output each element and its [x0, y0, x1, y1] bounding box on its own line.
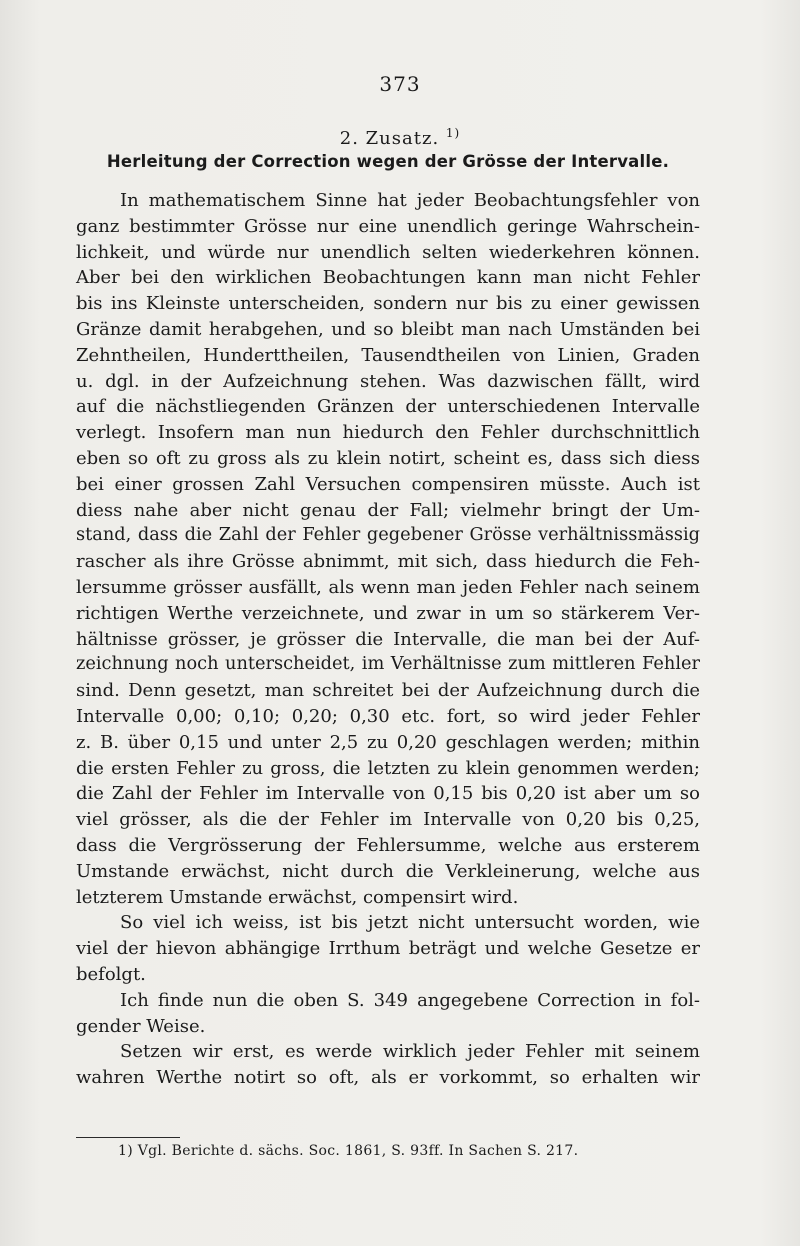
text-line: Zehntheilen, Hunderttheilen, Tausendtheilen von Linien, Graden [76, 344, 700, 366]
text-line: Ich finde nun die oben S. 349 angegebene Correction in fol- [120, 989, 700, 1011]
text-line: sind. Denn gesetzt, man schreitet bei der Aufzeichnung durch die [76, 680, 700, 702]
text-line: rascher als ihre Grösse abnimmt, mit sich, dass hiedurch die Feh- [76, 551, 700, 573]
text-line: bis ins Kleinste unterscheiden, sondern nur bis zu einer gewissen [76, 293, 700, 315]
body-text [76, 188, 700, 1091]
text-line: bei einer grossen Zahl Versuchen compensiren müsste. Auch ist [76, 473, 700, 495]
text-line: So viel ich weiss, ist bis jetzt nicht untersucht worden, wie [120, 912, 700, 934]
text-line: viel grösser, als die der Fehler im Intervalle von 0,20 bis 0,25, [76, 809, 700, 831]
text-line: viel der hievon abhängige Irrthum beträgt und welche Gesetze er [76, 938, 700, 960]
text-line: Aber bei den wirklichen Beobachtungen kann man nicht Fehler [76, 267, 700, 289]
paragraph [76, 910, 700, 987]
text-line: u. dgl. in der Aufzeichnung stehen. Was dazwischen fällt, wird [76, 370, 700, 392]
text-line: hältnisse grösser, je grösser die Intervalle, die man bei der Auf- [76, 628, 700, 650]
paragraph [76, 1039, 700, 1091]
text-line: die ersten Fehler zu gross, die letzten zu klein genommen werden; [76, 757, 700, 779]
text-line: eben so oft zu gross als zu klein notirt, scheint es, dass sich diess [76, 447, 700, 469]
text-line: ganz bestimmter Grösse nur eine unendlich geringe Wahrschein- [76, 215, 700, 237]
text-line: z. B. über 0,15 und unter 2,5 zu 0,20 geschlagen werden; mithin [76, 731, 700, 753]
section-heading: Herleitung der Correction wegen der Grösse der Intervalle. [106, 152, 670, 171]
text-line: richtigen Werthe verzeichnete, und zwar in um so stärkerem Ver- [76, 602, 700, 624]
text-line: letzterem Umstande erwächst, compensirt wird. [76, 886, 519, 908]
text-line: Gränze damit herabgehen, und so bleibt man nach Umständen bei [76, 318, 700, 340]
text-line: dass die Vergrösserung der Fehlersumme, welche aus ersterem [76, 834, 700, 856]
paragraph [76, 188, 700, 910]
text-line: Setzen wir erst, es werde wirklich jeder Fehler mit seinem [120, 1041, 700, 1063]
footnote-marker: 1) [445, 126, 461, 140]
text-line: In mathematischem Sinne hat jeder Beobachtungsfehler von [120, 190, 700, 211]
footnote-rule [76, 1137, 180, 1138]
text-line: auf die nächstliegenden Gränzen der unterschiedenen Intervalle [76, 396, 700, 418]
text-line: wahren Werthe notirt so oft, als er vorkommt, so erhalten wir [76, 1067, 700, 1089]
section-title [0, 126, 800, 149]
text-line: zeichnung noch unterscheidet, im Verhältnisse zum mittleren Fehler [76, 654, 700, 675]
text-line: lersumme grösser ausfällt, als wenn man jeden Fehler nach seinem [76, 576, 700, 598]
page-number: 373 [379, 72, 421, 96]
text-line: verlegt. Insofern man nun hiedurch den Fehler durchschnittlich [76, 422, 700, 444]
text-line: Intervalle 0,00; 0,10; 0,20; 0,30 etc. fort, so wird jeder Fehler [76, 705, 700, 727]
section-title-text: 2. Zusatz. [339, 128, 440, 149]
text-line: gender Weise. [76, 1015, 206, 1037]
text-line: befolgt. [76, 963, 146, 985]
text-line: die Zahl der Fehler im Intervalle von 0,15 bis 0,20 ist aber um so [76, 783, 700, 805]
text-line: lichkeit, und würde nur unendlich selten wiederkehren können. [76, 241, 700, 263]
footnote: 1) Vgl. Berichte d. sächs. Soc. 1861, S. 93ff. In Sachen S. 217. [118, 1143, 579, 1159]
paragraph [76, 988, 700, 1040]
text-line: Umstande erwächst, nicht durch die Verkleinerung, welche aus [76, 860, 700, 882]
text-line: stand, dass die Zahl der Fehler gegebener Grösse verhältnissmässig [76, 525, 700, 546]
text-line: diess nahe aber nicht genau der Fall; vielmehr bringt der Um- [76, 499, 700, 521]
